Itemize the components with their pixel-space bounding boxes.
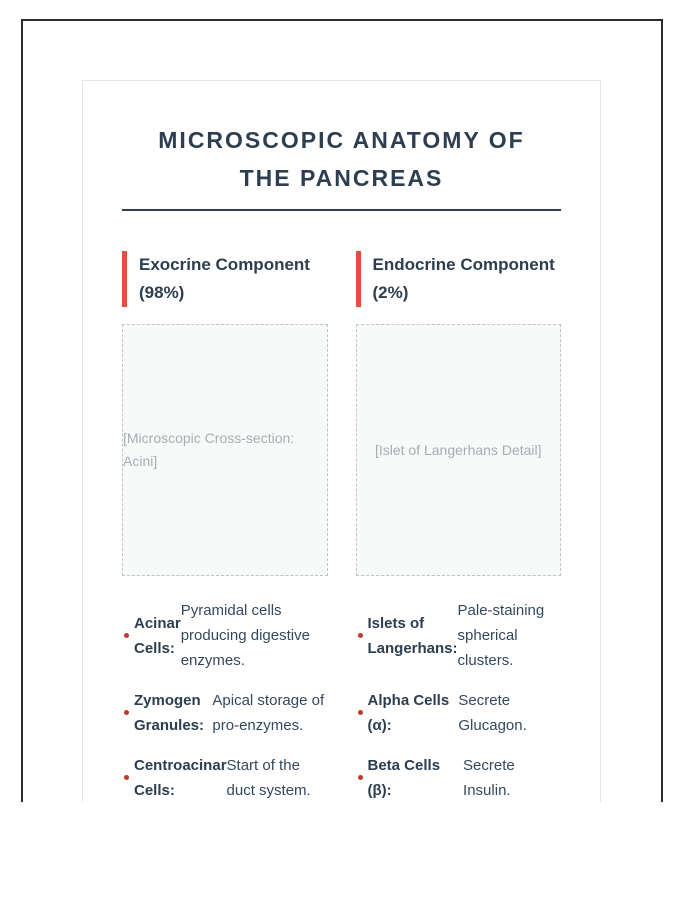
exocrine-image-placeholder — [122, 324, 328, 576]
page-title-line1: MICROSCOPIC ANATOMY OF — [158, 127, 525, 153]
bullet-icon — [124, 775, 129, 780]
term-description: Secrete Glucagon. — [458, 692, 527, 734]
bullet-icon — [124, 633, 129, 638]
page-border — [21, 19, 663, 802]
term-description: Pyramidal cells producing digestive enzymes. — [180, 602, 310, 669]
endocrine-image-placeholder — [356, 324, 562, 576]
list-item — [122, 688, 328, 738]
term-description: Secrete Insulin. — [463, 757, 515, 799]
page-title — [122, 121, 561, 197]
endocrine-feature-list — [356, 598, 562, 802]
list-item — [356, 598, 562, 673]
exocrine-placeholder-caption: [Microscopic Cross-section: Acini] — [123, 430, 295, 469]
exocrine-feature-list — [122, 598, 328, 802]
term-description: Pale-staining spherical clusters. — [457, 602, 545, 669]
endocrine-heading: Endocrine Component (2%) — [356, 251, 562, 307]
bullet-icon — [358, 633, 363, 638]
title-divider — [122, 209, 561, 211]
list-item — [356, 753, 562, 802]
term-label: Beta Cells (β): — [367, 757, 441, 799]
column-exocrine — [122, 251, 328, 802]
term-label: Islets of Langerhans: — [367, 614, 458, 657]
term-description: Apical storage of pro-enzymes. — [212, 692, 325, 734]
list-item — [122, 753, 328, 802]
bullet-icon — [358, 775, 363, 780]
bullet-icon — [124, 710, 129, 715]
list-item — [122, 598, 328, 673]
bullet-icon — [358, 710, 363, 715]
term-description: Start of the duct system. — [226, 757, 311, 799]
content-card — [82, 80, 601, 802]
two-column-layout — [122, 251, 561, 802]
term-label: Zymogen Granules: — [134, 692, 205, 734]
endocrine-placeholder-caption: [Islet of Langerhans Detail] — [374, 441, 542, 458]
page-title-line2: THE PANCREAS — [239, 165, 444, 191]
exocrine-heading: Exocrine Component (98%) — [122, 251, 328, 307]
term-label: Centroacinar Cells: — [134, 757, 227, 799]
column-endocrine — [356, 251, 562, 802]
term-label: Alpha Cells (α): — [367, 692, 450, 734]
term-label: Acinar Cells: — [134, 614, 181, 657]
list-item — [356, 688, 562, 738]
